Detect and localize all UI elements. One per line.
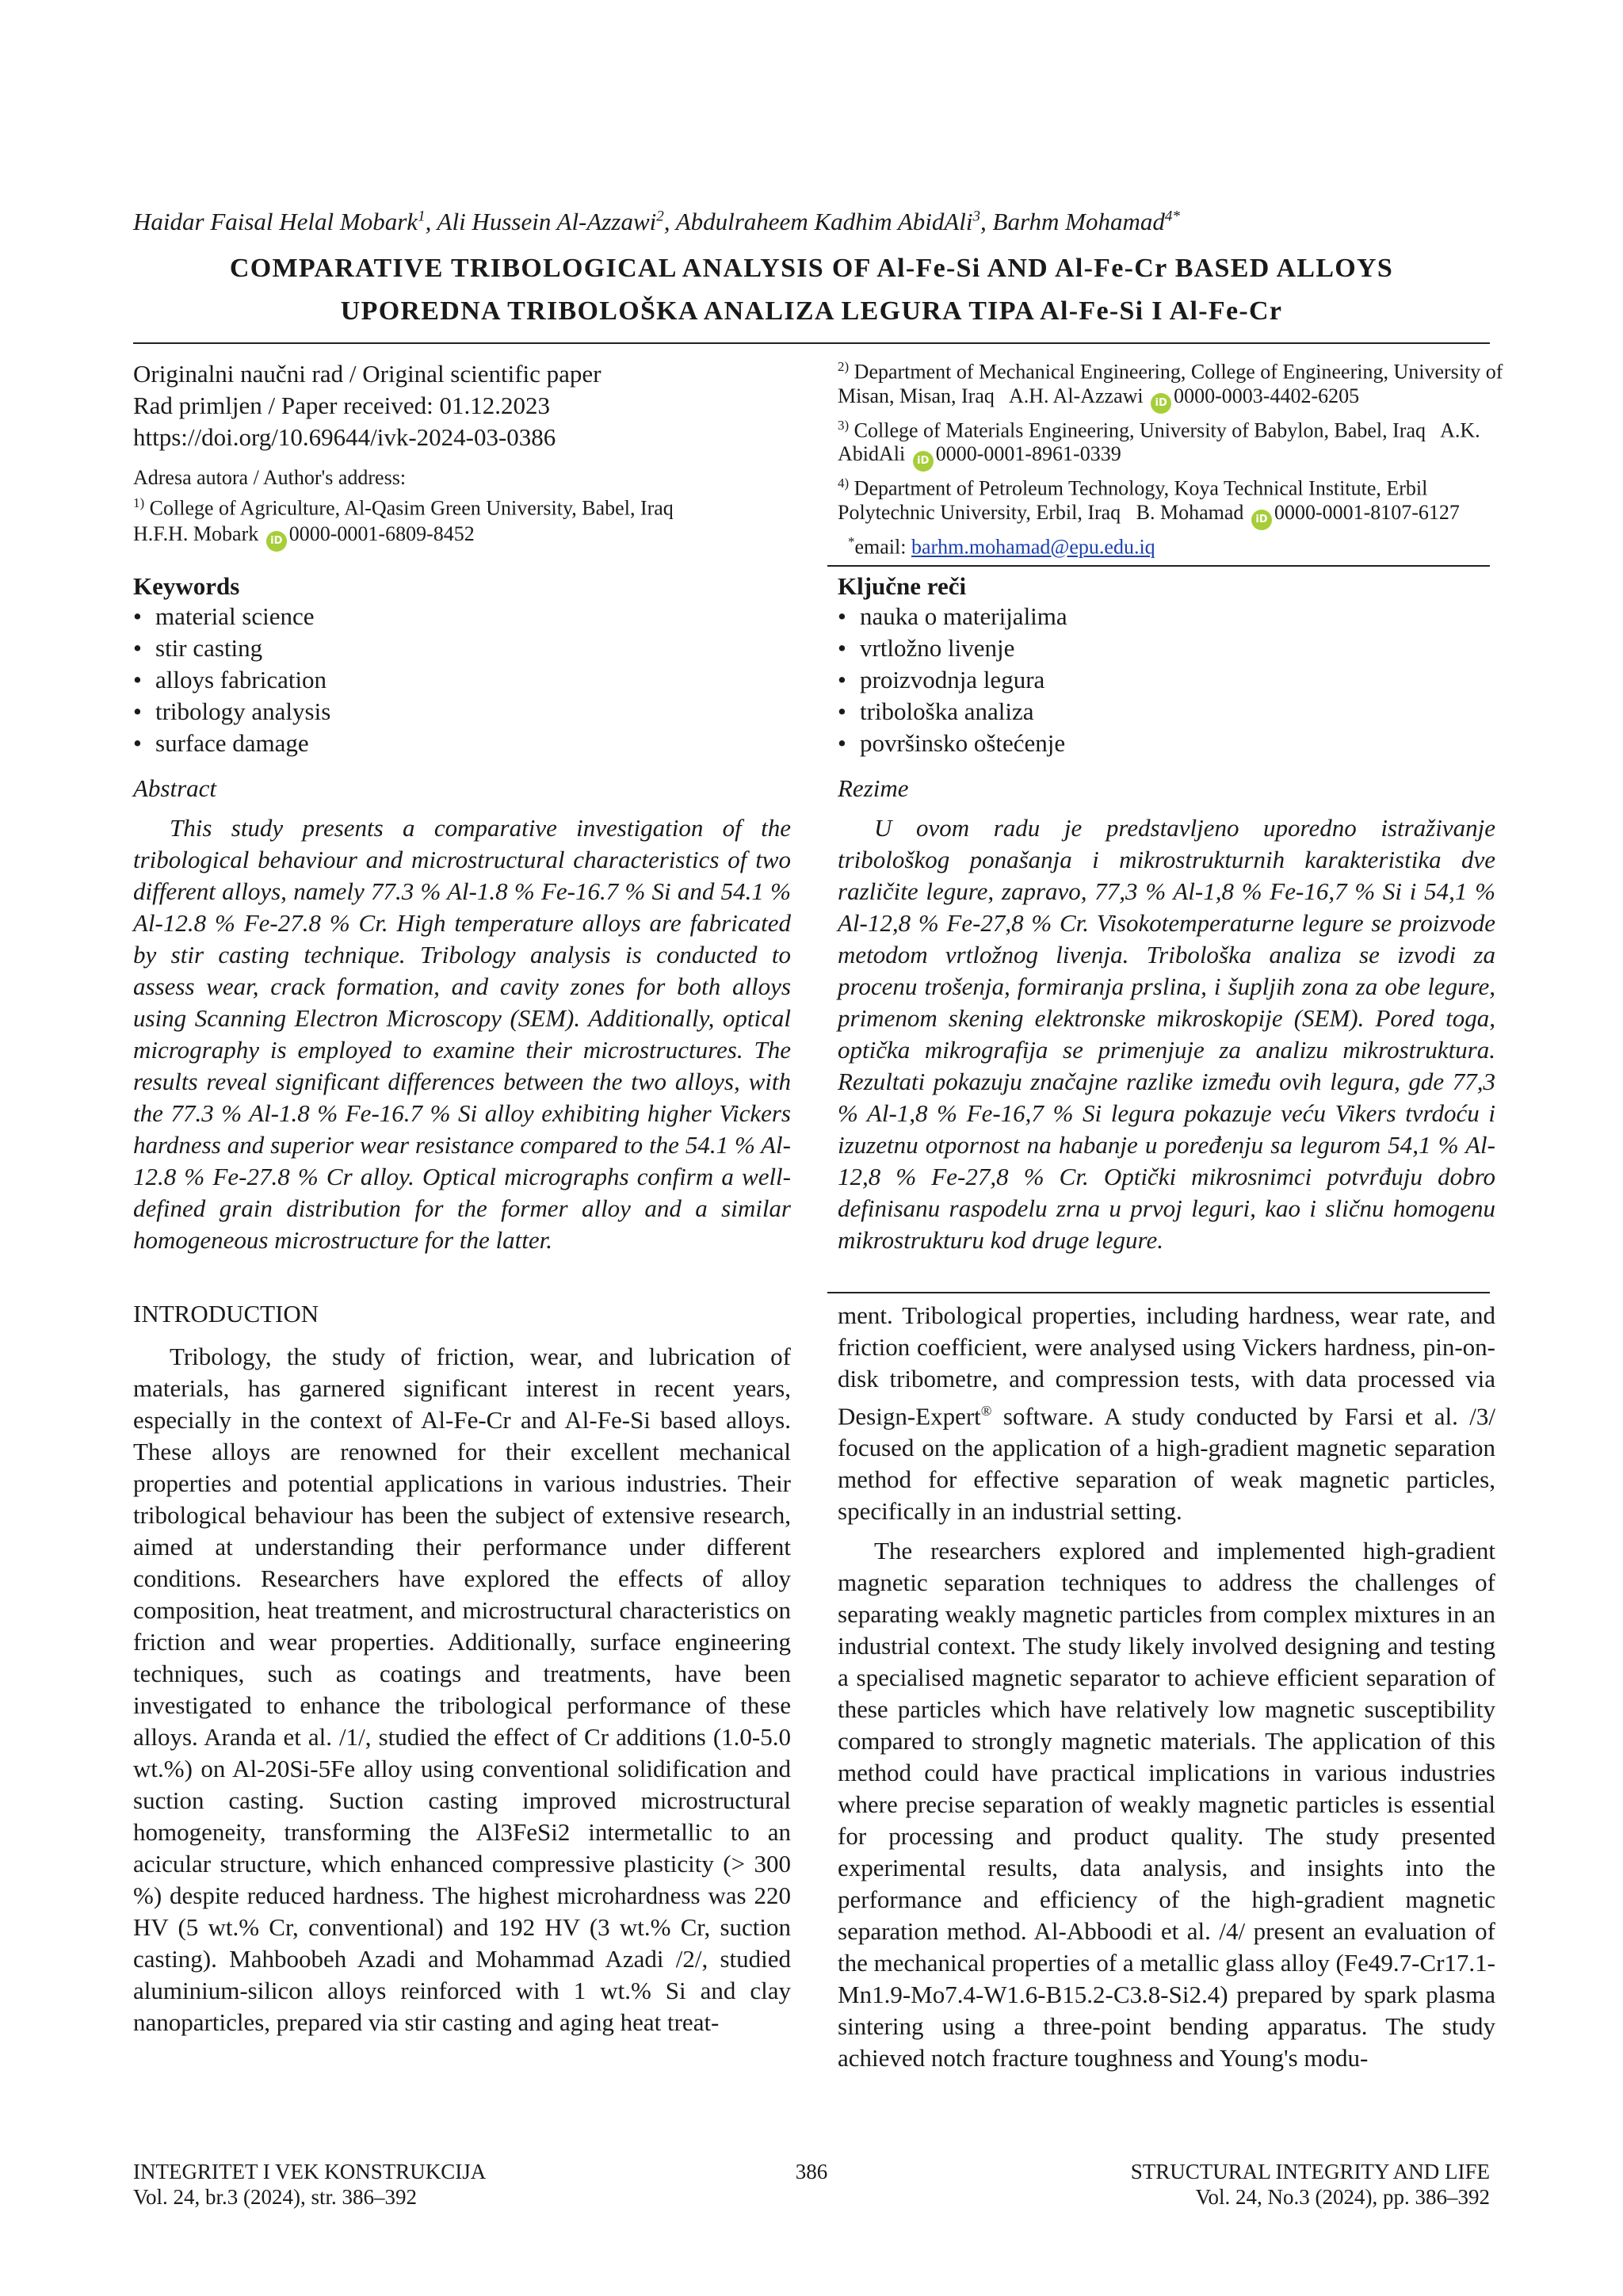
keywords-block: [133, 572, 791, 759]
address-label: Adresa autora / Author's address:: [133, 466, 407, 489]
introduction-left: [133, 1300, 791, 2046]
footer-journal: STRUCTURAL INTEGRITY AND LIFE: [1130, 2160, 1490, 2183]
kljucne-reci-block: [838, 572, 1495, 759]
author-name: Haidar Faisal Helal Mobark: [133, 208, 418, 235]
paper-type: Originalni naučni rad / Original scientific paper: [133, 360, 601, 388]
keyword-item: • tribology analysis: [133, 696, 791, 728]
affiliation-sup: 1): [133, 495, 145, 510]
email-label: email:: [854, 535, 907, 559]
keyword-item: • proizvodnja legura: [838, 664, 1495, 696]
footer-volume: Vol. 24, br.3 (2024), str. 386–392: [133, 2185, 418, 2209]
keywords-list: [133, 601, 791, 759]
registered-mark: ®: [980, 1403, 992, 1419]
body-paragraph: The researchers explored and implemented high-gradient magnetic separation techniques to address the challenges of separating weakly magnetic particles from complex mixtures in an industrial context. The study likely involved designing and testing a specialised magnetic separator to achieve efficient separation of these particles which have relatively low magnetic susceptibility compared to strongly magnetic materials. The application of this method could have practical implications in various industries where precise separation of weakly magnetic particles is essential for processing and product quality. The study presented experimental results, data analysis, and insights into the performance and efficiency of the high-gradient magnetic separation method. Al-Abboodi et al. /4/ present an evaluation of the mechanical properties of a metallic glass alloy (Fe49.7-Cr17.1-Mn1.9-Mo7.4-W1.6-B15.2-C3.8-Si2.4) prepared by spark plasma sintering using a three-point bending apparatus. The study achieved notch fracture toughness and Young's modu-: [838, 1537, 1495, 2073]
affiliation-author: A.H. Al-Azzawi: [1008, 384, 1144, 407]
footer-right: [1014, 2159, 1490, 2210]
affiliation-sup: 3): [838, 417, 850, 433]
affiliation-author: A.K. AbidAli: [838, 418, 1480, 466]
affiliation-4: [838, 472, 1506, 559]
paper-title-en: COMPARATIVE TRIBOLOGICAL ANALYSIS OF Al-Fe-Si AND Al-Fe-Cr BASED ALLOYS: [229, 254, 1394, 283]
orcid-icon[interactable]: iD: [1251, 510, 1272, 530]
affiliation-3: [838, 414, 1506, 472]
introduction-right: [838, 1300, 1495, 2082]
affiliation-text: Department of Petroleum Technology, Koya Technical Institute, Erbil Polytechnic University, Erbil, Iraq: [838, 476, 1428, 524]
paper-title-sr: UPOREDNA TRIBOLOŠKA ANALIZA LEGURA TIPA Al-Fe-Si I Al-Fe-Cr: [340, 296, 1283, 326]
meta-divider: [827, 565, 1490, 567]
affiliations: [838, 355, 1506, 560]
footer-left: [133, 2159, 609, 2210]
keyword-item: • surface damage: [133, 728, 791, 759]
keywords-heading: Keywords: [133, 572, 240, 600]
affiliation-text: Department of Mechanical Engineering, College of Engineering, University of Misan, Misan, Iraq: [838, 360, 1503, 407]
email-link[interactable]: barhm.mohamad@epu.edu.iq: [911, 535, 1155, 559]
footer-journal: INTEGRITET I VEK KONSTRUKCIJA: [133, 2160, 487, 2183]
keyword-item: • površinsko oštećenje: [838, 728, 1495, 759]
email-star: *: [848, 533, 855, 549]
affiliation-author: H.F.H. Mobark: [133, 521, 259, 545]
kljucne-reci-heading: Ključne reči: [838, 572, 967, 600]
affiliation-sup: 2): [838, 359, 850, 374]
abstract-divider: [827, 1292, 1490, 1293]
abstract-text: This study presents a comparative investigation of the tribological behaviour and microstructural characteristics of two different alloys, namely 77.3 % Al-1.8 % Fe-16.7 % Si and 54.1 % Al-12.8 % Fe-27.8 % Cr. High temperature alloys are fabricated by stir casting technique. Tribology analysis is conducted to assess wear, crack formation, and cavity zones for both alloys using Scanning Electron Microscopy (SEM). Additionally, optical micrography is employed to examine their microstructures. The results reveal significant differences between the two alloys, with the 77.3 % Al-1.8 % Fe-16.7 % Si alloy exhibiting higher Vickers hardness and superior wear resistance compared to the 54.1 % Al-12.8 % Fe-27.8 % Cr alloy. Optical micrographs confirm a well-defined grain distribution for the former alloy and a similar homogeneous microstructure for the latter.: [133, 814, 791, 1254]
orcid-icon[interactable]: iD: [1151, 393, 1171, 414]
author-address: [133, 465, 799, 552]
abstract-heading: Abstract: [133, 774, 217, 802]
affiliation-1: [133, 491, 799, 552]
footer-volume: Vol. 24, No.3 (2024), pp. 386–392: [1195, 2185, 1490, 2209]
page-number: 386: [795, 2160, 828, 2183]
orcid-icon[interactable]: iD: [913, 451, 934, 472]
abstract-block: [133, 774, 791, 1256]
introduction-heading: INTRODUCTION: [133, 1300, 319, 1328]
body-text: software. A study conducted by Farsi et al. /3/ focused on the application of a high-gradient magnetic separation method for effective separation of weak magnetic particles, specifically in an industrial setting.: [838, 1402, 1495, 1526]
affiliation-2: [838, 355, 1506, 414]
paper-received: Rad primljen / Paper received: 01.12.2023: [133, 392, 551, 419]
affiliation-sup: 4): [838, 476, 850, 491]
author-list: Haidar Faisal Helal Mobark$^1$, Ali Hussein Al-Azzawi$^2$, Abdulraheem Kadhim AbidAli$^3$, Barhm Mohamad$^{4*}$: [133, 208, 1180, 235]
author-sup: 1: [418, 208, 426, 225]
orcid-id[interactable]: 0000-0001-8961-0339: [935, 442, 1121, 466]
keyword-item: • stir casting: [133, 632, 791, 664]
body-paragraph: Tribology, the study of friction, wear, and lubrication of materials, has garnered significant interest in recent years, especially in the context of Al-Fe-Cr and Al-Fe-Si based alloys. These alloys are renowned for their excellent mechanical properties and potential applications in various industries. Their tribological behaviour has been the subject of extensive research, aimed at understanding their performance under different conditions. Researchers have explored the effects of alloy composition, heat treatment, and microstructural characteristics on friction and wear properties. Additionally, surface engineering techniques, such as coatings and treatments, have been investigated to enhance the tribological performance of these alloys. Aranda et al. /1/, studied the effect of Cr additions (1.0-5.0 wt.%) on Al-20Si-5Fe alloy using conventional solidification and suction casting. Suction casting improved microstructural homogeneity, transforming the Al3FeSi2 intermetallic to an acicular structure, which enhanced compressive plasticity (> 300 %) despite reduced hardness. The highest microhardness was 220 HV (5 wt.% Cr, conventional) and 192 HV (3 wt.% Cr, suction casting). Mahboobeh Azadi and Mohammad Azadi /2/, studied aluminium-silicon alloys reinforced with 1 wt.% Si and clay nanoparticles, prepared via stir casting and aging heat treat-: [133, 1343, 791, 2036]
rezime-block: [838, 774, 1495, 1256]
kljucne-reci-list: [838, 601, 1495, 759]
affiliation-author: B. Mohamad: [1136, 500, 1244, 524]
author-name: Barhm Mohamad: [992, 208, 1165, 235]
orcid-icon[interactable]: iD: [266, 531, 287, 552]
rezime-heading: Rezime: [838, 774, 909, 802]
orcid-id[interactable]: 0000-0003-4402-6205: [1174, 384, 1360, 407]
author-sup: 3: [972, 208, 981, 225]
affiliation-text: College of Agriculture, Al-Qasim Green University, Babel, Iraq: [149, 496, 674, 520]
author-sup: 4*: [1164, 208, 1180, 225]
orcid-id[interactable]: 0000-0001-6809-8452: [288, 521, 475, 545]
keyword-item: • tribološka analiza: [838, 696, 1495, 728]
author-sup: 2: [656, 208, 664, 225]
paper-doi[interactable]: https://doi.org/10.69644/ivk-2024-03-0386: [133, 423, 556, 451]
author-name: Ali Hussein Al-Azzawi: [437, 208, 657, 235]
keyword-item: • material science: [133, 601, 791, 632]
paper-meta: [133, 358, 799, 453]
keyword-item: • alloys fabrication: [133, 664, 791, 696]
body-text: ment. Tribological properties, including hardness, wear rate, and friction coefficient, were analysed using Vickers hardness, pin-on-disk tribometre, and compression tests, with data processed via Design-Expert: [838, 1301, 1495, 1431]
title-divider: [133, 342, 1490, 344]
author-name: Abdulraheem Kadhim AbidAli: [675, 208, 973, 235]
affiliation-text: College of Materials Engineering, University of Babylon, Babel, Iraq: [854, 418, 1426, 442]
body-paragraph: [838, 1300, 1495, 1527]
keyword-item: • vrtložno livenje: [838, 632, 1495, 664]
keyword-item: • nauka o materijalima: [838, 601, 1495, 632]
orcid-id[interactable]: 0000-0001-8107-6127: [1274, 500, 1460, 524]
rezime-text: U ovom radu je predstavljeno uporedno istraživanje tribološkog ponašanja i mikrostrukturnih karakteristika dve različite legure, zapravo, 77,3 % Al-1,8 % Fe-16,7 % Si i 54,1 % Al-12,8 % Fe-27,8 % Cr. Visokotemperaturne legure se proizvode metodom vrtložnog livenja. Tribološka analiza se izvodi za procenu trošenja, formiranja prslina, i šupljih zona za obe legure, primenom skening elektronske mikroskopije (SEM). Pored toga, optička mikrografija se primenjuje za analizu mikrostruktura. Rezultati pokazuju značajne razlike između ovih legura, gde 77,3 % Al-1,8 % Fe-16,7 % Si legura pokazuje veću Vikers tvrdoću i izuzetnu otpornost na habanje u poređenju sa legurom 54,1 % Al-12,8 % Fe-27,8 % Cr. Optički mikrosnimci potvrđuju dobro definisanu raspodelu zrna u prvoj leguri, kao i sličnu homogenu mikrostrukturu kod druge legure.: [838, 814, 1495, 1254]
